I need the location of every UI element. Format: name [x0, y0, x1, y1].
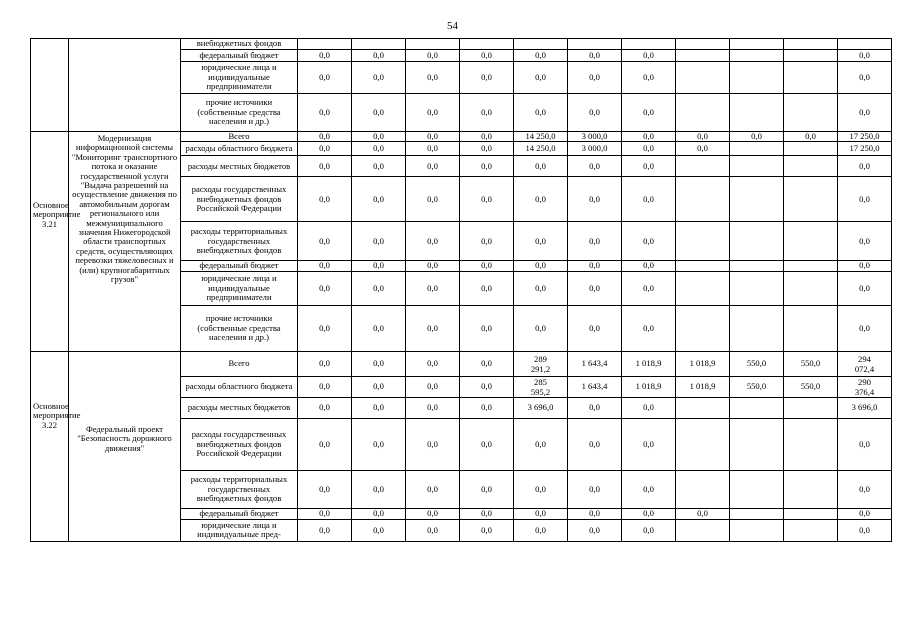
- value-cell: 0,0: [838, 508, 892, 519]
- value-cell: 0,0: [406, 142, 460, 156]
- value-cell: 0,0: [838, 305, 892, 351]
- value-cell: 0,0: [406, 418, 460, 470]
- value-cell: 0,0: [568, 94, 622, 132]
- value-cell: [676, 50, 730, 62]
- funding-source: расходы местных бюджетов: [181, 156, 298, 177]
- value-cell: 0,0: [568, 156, 622, 177]
- value-cell: [298, 39, 352, 50]
- value-cell: 0,0: [514, 418, 568, 470]
- value-cell: 0,0: [568, 470, 622, 508]
- value-cell: 3 000,0: [568, 142, 622, 156]
- value-cell: 0,0: [406, 50, 460, 62]
- value-cell: 0,0: [568, 261, 622, 271]
- value-cell: 285 595,2: [514, 376, 568, 397]
- table-row: [31, 132, 892, 142]
- value-cell: 0,0: [406, 94, 460, 132]
- value-cell: 0,0: [460, 156, 514, 177]
- value-cell: 0,0: [460, 261, 514, 271]
- value-cell: 0,0: [406, 156, 460, 177]
- value-cell: 0,0: [460, 305, 514, 351]
- value-cell: [784, 508, 838, 519]
- value-cell: 0,0: [676, 132, 730, 142]
- value-cell: [676, 305, 730, 351]
- value-cell: 0,0: [298, 271, 352, 305]
- value-cell: 0,0: [352, 271, 406, 305]
- value-cell: 0,0: [406, 519, 460, 541]
- value-cell: [676, 418, 730, 470]
- value-cell: 0,0: [514, 470, 568, 508]
- funding-source: федеральный бюджет: [181, 508, 298, 519]
- value-cell: 0,0: [568, 305, 622, 351]
- value-cell: [784, 142, 838, 156]
- funding-source: внебюджетных фондов: [181, 39, 298, 50]
- value-cell: 550,0: [784, 351, 838, 376]
- value-cell: [730, 62, 784, 94]
- event-title: Модернизация информационной системы "Мониторинг транспортного потока и оказание государственной услуги "Выдача разрешений на осуществление движения по автомобильным дорогам регионального или межмуниципального значения Нижегородской области транспортных средств, осуществляющих перевозки тяжеловесных и (или) крупногабаритных грузов": [69, 132, 181, 352]
- event-title: [69, 39, 181, 132]
- value-cell: 0,0: [406, 397, 460, 418]
- value-cell: 0,0: [460, 132, 514, 142]
- value-cell: 0,0: [352, 222, 406, 261]
- value-cell: 1 018,9: [676, 376, 730, 397]
- value-cell: [784, 94, 838, 132]
- value-cell: 0,0: [622, 519, 676, 541]
- table-row: [31, 39, 892, 50]
- value-cell: 0,0: [406, 470, 460, 508]
- value-cell: 0,0: [406, 305, 460, 351]
- value-cell: 0,0: [406, 62, 460, 94]
- funding-source: юридические лица и индивидуальные предприниматели: [181, 271, 298, 305]
- value-cell: 0,0: [622, 305, 676, 351]
- value-cell: 0,0: [622, 62, 676, 94]
- value-cell: [676, 177, 730, 222]
- value-cell: 0,0: [676, 142, 730, 156]
- value-cell: 0,0: [352, 50, 406, 62]
- value-cell: 3 696,0: [514, 397, 568, 418]
- value-cell: 0,0: [352, 397, 406, 418]
- section-label: [31, 39, 69, 132]
- value-cell: [730, 508, 784, 519]
- value-cell: 0,0: [298, 376, 352, 397]
- value-cell: 0,0: [352, 177, 406, 222]
- value-cell: 3 696,0: [838, 397, 892, 418]
- value-cell: [784, 39, 838, 50]
- value-cell: 0,0: [622, 261, 676, 271]
- value-cell: 14 250,0: [514, 132, 568, 142]
- value-cell: 0,0: [352, 62, 406, 94]
- value-cell: 0,0: [622, 418, 676, 470]
- value-cell: 0,0: [298, 519, 352, 541]
- value-cell: [784, 470, 838, 508]
- value-cell: 0,0: [352, 305, 406, 351]
- page-number: 54: [447, 20, 458, 32]
- table-row: [31, 351, 892, 376]
- value-cell: 0,0: [406, 351, 460, 376]
- value-cell: [730, 305, 784, 351]
- value-cell: [784, 418, 838, 470]
- value-cell: 0,0: [514, 261, 568, 271]
- value-cell: 0,0: [622, 470, 676, 508]
- value-cell: 0,0: [568, 271, 622, 305]
- value-cell: 0,0: [298, 142, 352, 156]
- value-cell: [730, 271, 784, 305]
- value-cell: 0,0: [838, 271, 892, 305]
- funding-source: юридические лица и индивидуальные предприниматели: [181, 62, 298, 94]
- value-cell: 0,0: [838, 470, 892, 508]
- value-cell: 0,0: [406, 261, 460, 271]
- funding-source: прочие источники (собственные средства населения и др.): [181, 305, 298, 351]
- value-cell: 0,0: [352, 519, 406, 541]
- funding-source: расходы государственных внебюджетных фондов Российской Федерации: [181, 418, 298, 470]
- value-cell: 0,0: [514, 519, 568, 541]
- value-cell: 0,0: [406, 508, 460, 519]
- section-label: Основное мероприятие 3.21: [31, 132, 69, 352]
- value-cell: 0,0: [460, 177, 514, 222]
- value-cell: [784, 156, 838, 177]
- value-cell: 0,0: [568, 519, 622, 541]
- value-cell: 0,0: [838, 261, 892, 271]
- value-cell: 550,0: [784, 376, 838, 397]
- value-cell: 0,0: [298, 305, 352, 351]
- value-cell: 0,0: [298, 156, 352, 177]
- value-cell: 0,0: [676, 508, 730, 519]
- funding-source: Всего: [181, 351, 298, 376]
- value-cell: 0,0: [622, 156, 676, 177]
- value-cell: 0,0: [514, 271, 568, 305]
- value-cell: [784, 261, 838, 271]
- value-cell: 0,0: [460, 418, 514, 470]
- value-cell: 0,0: [352, 470, 406, 508]
- value-cell: 294 072,4: [838, 351, 892, 376]
- value-cell: 0,0: [298, 94, 352, 132]
- value-cell: [676, 397, 730, 418]
- value-cell: 0,0: [838, 222, 892, 261]
- funding-source: расходы территориальных государственных внебюджетных фондов: [181, 470, 298, 508]
- value-cell: [784, 519, 838, 541]
- value-cell: 0,0: [838, 156, 892, 177]
- value-cell: 0,0: [298, 418, 352, 470]
- value-cell: 1 018,9: [622, 376, 676, 397]
- event-title: Федеральный проект "Безопасность дорожного движения": [69, 351, 181, 541]
- value-cell: 0,0: [568, 508, 622, 519]
- value-cell: 0,0: [514, 508, 568, 519]
- value-cell: 0,0: [352, 132, 406, 142]
- funding-source: Всего: [181, 132, 298, 142]
- value-cell: 0,0: [514, 94, 568, 132]
- value-cell: 0,0: [838, 177, 892, 222]
- value-cell: 0,0: [352, 94, 406, 132]
- value-cell: [730, 222, 784, 261]
- value-cell: 0,0: [460, 62, 514, 94]
- value-cell: 0,0: [622, 132, 676, 142]
- funding-source: расходы местных бюджетов: [181, 397, 298, 418]
- funding-source: расходы территориальных государственных внебюджетных фондов: [181, 222, 298, 261]
- value-cell: [730, 418, 784, 470]
- value-cell: 0,0: [622, 177, 676, 222]
- value-cell: 0,0: [838, 519, 892, 541]
- value-cell: 0,0: [514, 177, 568, 222]
- value-cell: 0,0: [460, 94, 514, 132]
- value-cell: 0,0: [838, 50, 892, 62]
- value-cell: 0,0: [460, 222, 514, 261]
- value-cell: 0,0: [298, 62, 352, 94]
- value-cell: [676, 261, 730, 271]
- value-cell: 0,0: [622, 222, 676, 261]
- value-cell: [784, 50, 838, 62]
- value-cell: [676, 470, 730, 508]
- value-cell: 0,0: [514, 222, 568, 261]
- value-cell: 0,0: [568, 222, 622, 261]
- value-cell: 0,0: [406, 132, 460, 142]
- value-cell: 1 018,9: [676, 351, 730, 376]
- value-cell: [784, 271, 838, 305]
- value-cell: 1 643,4: [568, 351, 622, 376]
- value-cell: 0,0: [460, 50, 514, 62]
- value-cell: 0,0: [838, 418, 892, 470]
- value-cell: 0,0: [460, 271, 514, 305]
- value-cell: [568, 39, 622, 50]
- value-cell: 0,0: [298, 261, 352, 271]
- value-cell: 0,0: [460, 351, 514, 376]
- value-cell: 0,0: [622, 397, 676, 418]
- value-cell: [784, 305, 838, 351]
- value-cell: 17 250,0: [838, 142, 892, 156]
- value-cell: 0,0: [460, 142, 514, 156]
- value-cell: 3 000,0: [568, 132, 622, 142]
- value-cell: 0,0: [406, 222, 460, 261]
- value-cell: 0,0: [568, 50, 622, 62]
- value-cell: [730, 470, 784, 508]
- value-cell: 0,0: [352, 418, 406, 470]
- value-cell: [784, 62, 838, 94]
- value-cell: [460, 39, 514, 50]
- value-cell: 0,0: [298, 470, 352, 508]
- value-cell: 0,0: [622, 50, 676, 62]
- value-cell: 0,0: [838, 94, 892, 132]
- value-cell: 0,0: [514, 156, 568, 177]
- value-cell: [676, 271, 730, 305]
- value-cell: 0,0: [352, 142, 406, 156]
- value-cell: 0,0: [514, 305, 568, 351]
- funding-source: расходы областного бюджета: [181, 376, 298, 397]
- value-cell: 0,0: [298, 222, 352, 261]
- value-cell: [730, 39, 784, 50]
- value-cell: 0,0: [298, 508, 352, 519]
- table-body: [31, 39, 892, 542]
- value-cell: 0,0: [298, 397, 352, 418]
- value-cell: [730, 50, 784, 62]
- budget-table: [30, 38, 892, 542]
- value-cell: 0,0: [352, 351, 406, 376]
- value-cell: 0,0: [460, 397, 514, 418]
- value-cell: 0,0: [460, 519, 514, 541]
- value-cell: 290 376,4: [838, 376, 892, 397]
- value-cell: [622, 39, 676, 50]
- value-cell: 0,0: [784, 132, 838, 142]
- value-cell: 0,0: [838, 62, 892, 94]
- value-cell: [730, 397, 784, 418]
- value-cell: 0,0: [622, 142, 676, 156]
- value-cell: 550,0: [730, 376, 784, 397]
- value-cell: 289 291,2: [514, 351, 568, 376]
- value-cell: 0,0: [460, 470, 514, 508]
- value-cell: 0,0: [298, 50, 352, 62]
- value-cell: 0,0: [406, 177, 460, 222]
- value-cell: 0,0: [352, 261, 406, 271]
- value-cell: 0,0: [460, 376, 514, 397]
- value-cell: 14 250,0: [514, 142, 568, 156]
- value-cell: 0,0: [460, 508, 514, 519]
- value-cell: [730, 519, 784, 541]
- value-cell: [730, 156, 784, 177]
- value-cell: 0,0: [406, 376, 460, 397]
- value-cell: 0,0: [730, 132, 784, 142]
- value-cell: 0,0: [298, 132, 352, 142]
- value-cell: [838, 39, 892, 50]
- value-cell: 0,0: [622, 94, 676, 132]
- value-cell: [730, 94, 784, 132]
- value-cell: 0,0: [514, 50, 568, 62]
- funding-source: федеральный бюджет: [181, 50, 298, 62]
- value-cell: [406, 39, 460, 50]
- funding-source: расходы государственных внебюджетных фондов Российской Федерации: [181, 177, 298, 222]
- value-cell: 0,0: [298, 351, 352, 376]
- value-cell: 0,0: [298, 177, 352, 222]
- value-cell: [514, 39, 568, 50]
- value-cell: [676, 39, 730, 50]
- value-cell: [352, 39, 406, 50]
- funding-source: федеральный бюджет: [181, 261, 298, 271]
- value-cell: 0,0: [406, 271, 460, 305]
- value-cell: 0,0: [568, 62, 622, 94]
- value-cell: 0,0: [622, 271, 676, 305]
- funding-source: прочие источники (собственные средства населения и др.): [181, 94, 298, 132]
- value-cell: [676, 222, 730, 261]
- value-cell: 0,0: [568, 177, 622, 222]
- value-cell: 0,0: [568, 418, 622, 470]
- value-cell: [730, 261, 784, 271]
- value-cell: [784, 397, 838, 418]
- funding-source: расходы областного бюджета: [181, 142, 298, 156]
- value-cell: [676, 94, 730, 132]
- value-cell: 1 018,9: [622, 351, 676, 376]
- value-cell: 550,0: [730, 351, 784, 376]
- value-cell: [784, 222, 838, 261]
- value-cell: [676, 62, 730, 94]
- funding-source: юридические лица и индивидуальные пред-: [181, 519, 298, 541]
- value-cell: 1 643,4: [568, 376, 622, 397]
- value-cell: 17 250,0: [838, 132, 892, 142]
- value-cell: 0,0: [514, 62, 568, 94]
- value-cell: 0,0: [622, 508, 676, 519]
- value-cell: 0,0: [352, 376, 406, 397]
- value-cell: [730, 142, 784, 156]
- value-cell: 0,0: [352, 156, 406, 177]
- value-cell: [676, 156, 730, 177]
- value-cell: [784, 177, 838, 222]
- value-cell: [730, 177, 784, 222]
- value-cell: 0,0: [352, 508, 406, 519]
- section-label: Основное мероприятие 3.22: [31, 351, 69, 541]
- value-cell: 0,0: [568, 397, 622, 418]
- value-cell: [676, 519, 730, 541]
